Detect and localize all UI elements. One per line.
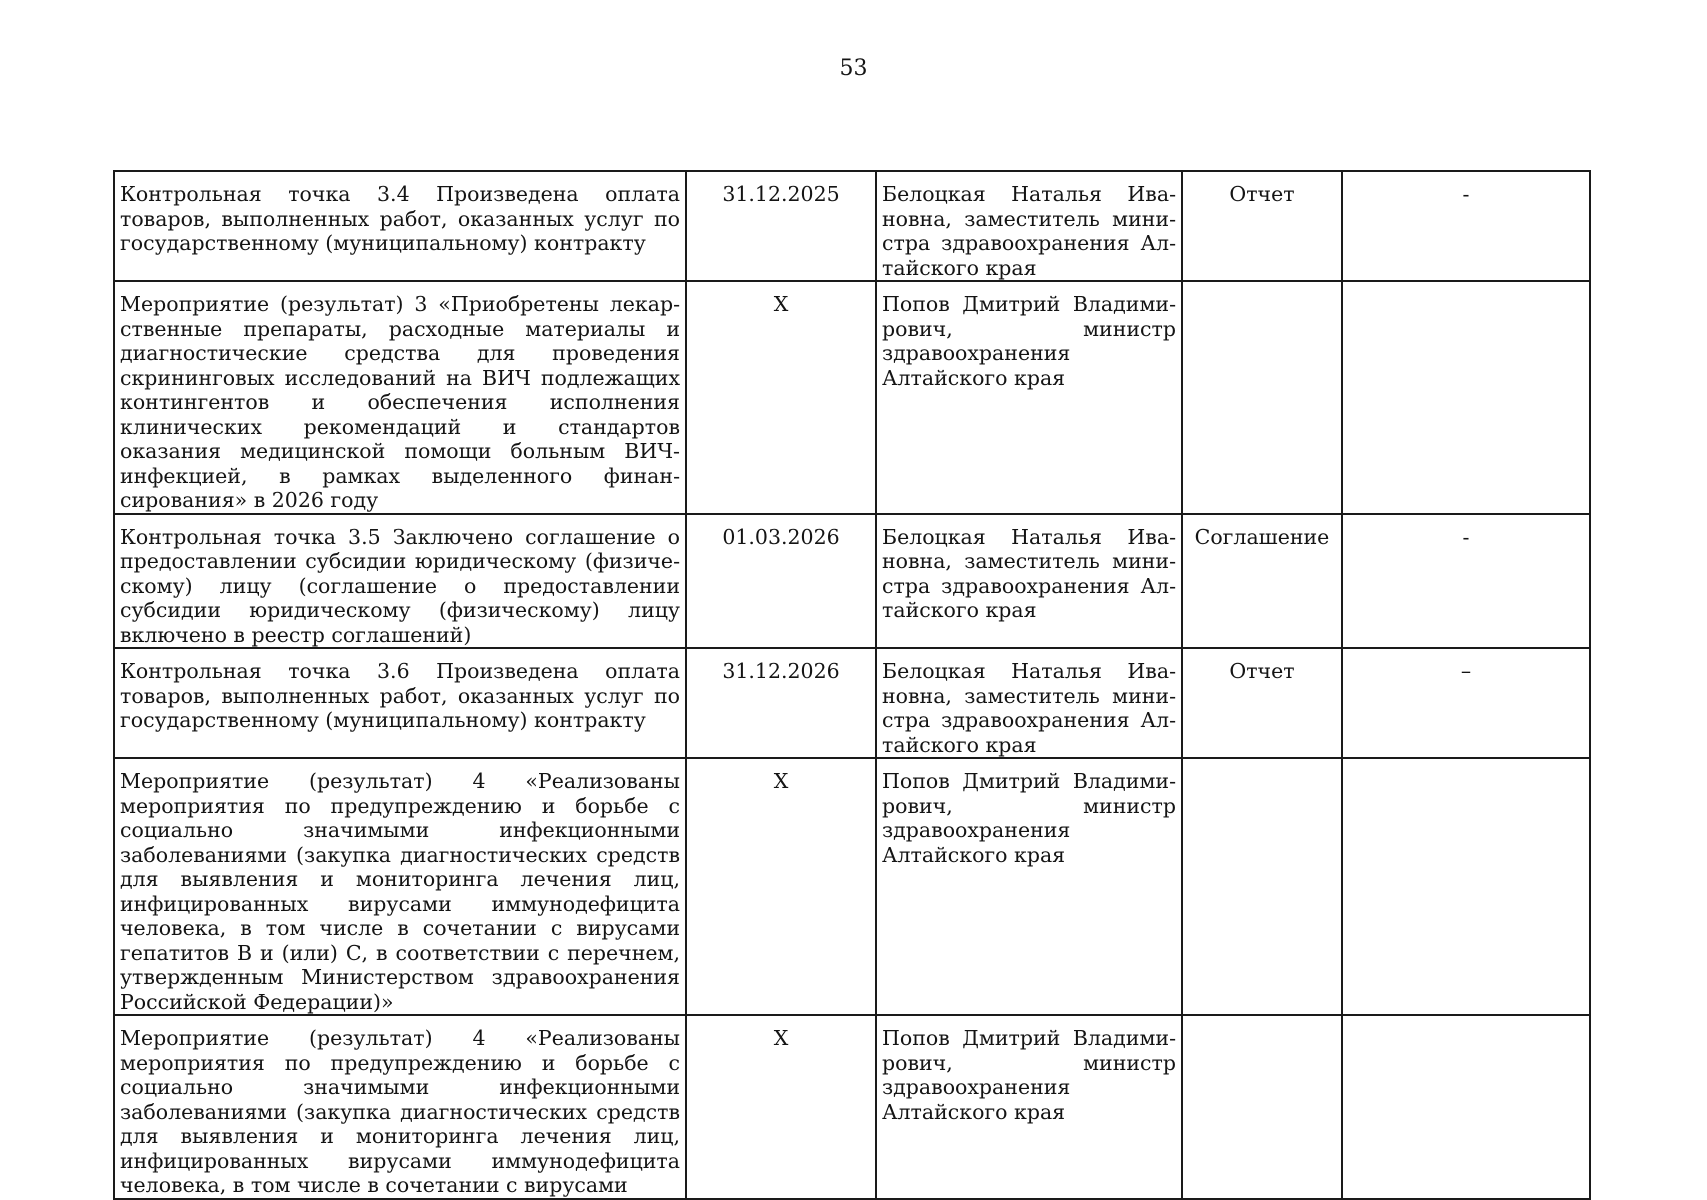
- deadline-cell: 31.12.2025: [686, 171, 876, 281]
- document-type-cell: Отчет: [1182, 171, 1342, 281]
- responsible-cell: Белоцкая Наталья Ивановна, заместитель министра здравоохранения Алтайского края: [876, 648, 1182, 758]
- table-row: [114, 281, 1590, 514]
- table-row: [114, 1015, 1590, 1199]
- note-cell: -: [1342, 514, 1590, 649]
- table-row: [114, 758, 1590, 1015]
- note-cell: -: [1342, 171, 1590, 281]
- event-name-cell: Мероприятие (результат) 4 «Реализованы мероприятия по предупреждению и борьбе с социально значимыми инфекционными заболеваниями (закупка диагностических средств для выявления и мониторинга лечения лиц, инфицированных вирусами иммунодефицита человека, в том числе в сочетании с вирусами: [114, 1015, 686, 1199]
- deadline-cell: Х: [686, 281, 876, 514]
- note-cell: [1342, 281, 1590, 514]
- event-name-cell: Мероприятие (результат) 4 «Реализованы мероприятия по предупреждению и борьбе с социально значимыми инфекционными заболеваниями (закупка диагностических средств для выявления и мониторинга лечения лиц, инфицированных вирусами иммунодефицита человека, в том числе в сочетании с вирусами гепатитов В и (или) С, в соответствии с перечнем, утвержденным Министерством здравоохранения Российской Федерации)»: [114, 758, 686, 1015]
- table-row: [114, 171, 1590, 281]
- responsible-cell: Белоцкая Наталья Ивановна, заместитель министра здравоохранения Алтайского края: [876, 514, 1182, 649]
- deadline-cell: Х: [686, 1015, 876, 1199]
- deadline-cell: 01.03.2026: [686, 514, 876, 649]
- table-row: [114, 514, 1590, 649]
- deadline-cell: 31.12.2026: [686, 648, 876, 758]
- event-name-cell: Контрольная точка 3.6 Произведена оплата товаров, выполненных работ, оказанных услуг по государственному (муниципальному) контракту: [114, 648, 686, 758]
- event-name-cell: Контрольная точка 3.5 Заключено соглашение о предоставлении субсидии юридическому (физическому) лицу (соглашение о предоставлении субсидии юридическому (физическому) лицу включено в реестр соглашений): [114, 514, 686, 649]
- page-number: 53: [839, 56, 868, 81]
- note-cell: –: [1342, 648, 1590, 758]
- table-row: [114, 648, 1590, 758]
- document-type-cell: [1182, 281, 1342, 514]
- document-type-cell: Отчет: [1182, 648, 1342, 758]
- note-cell: [1342, 758, 1590, 1015]
- document-type-cell: [1182, 758, 1342, 1015]
- control-points-table: [113, 170, 1591, 1200]
- document-type-cell: [1182, 1015, 1342, 1199]
- responsible-cell: Попов Дмитрий Владимирович, министр здравоохранения Алтайского края: [876, 758, 1182, 1015]
- event-name-cell: Контрольная точка 3.4 Произведена оплата товаров, выполненных работ, оказанных услуг по государственному (муниципальному) контракту: [114, 171, 686, 281]
- document-type-cell: Соглашение: [1182, 514, 1342, 649]
- event-name-cell: Мероприятие (результат) 3 «Приобретены лекарственные препараты, расходные материалы и диагностические средства для проведения скрининговых исследований на ВИЧ подлежащих контингентов и обеспечения исполнения клинических рекомендаций и стандартов оказания медицинской помощи больным ВИЧ-инфекцией, в рамках выделенного финансирования» в 2026 году: [114, 281, 686, 514]
- deadline-cell: Х: [686, 758, 876, 1015]
- responsible-cell: Попов Дмитрий Владимирович, министр здравоохранения Алтайского края: [876, 1015, 1182, 1199]
- responsible-cell: Белоцкая Наталья Ивановна, заместитель министра здравоохранения Алтайского края: [876, 171, 1182, 281]
- responsible-cell: Попов Дмитрий Владимирович, министр здравоохранения Алтайского края: [876, 281, 1182, 514]
- note-cell: [1342, 1015, 1590, 1199]
